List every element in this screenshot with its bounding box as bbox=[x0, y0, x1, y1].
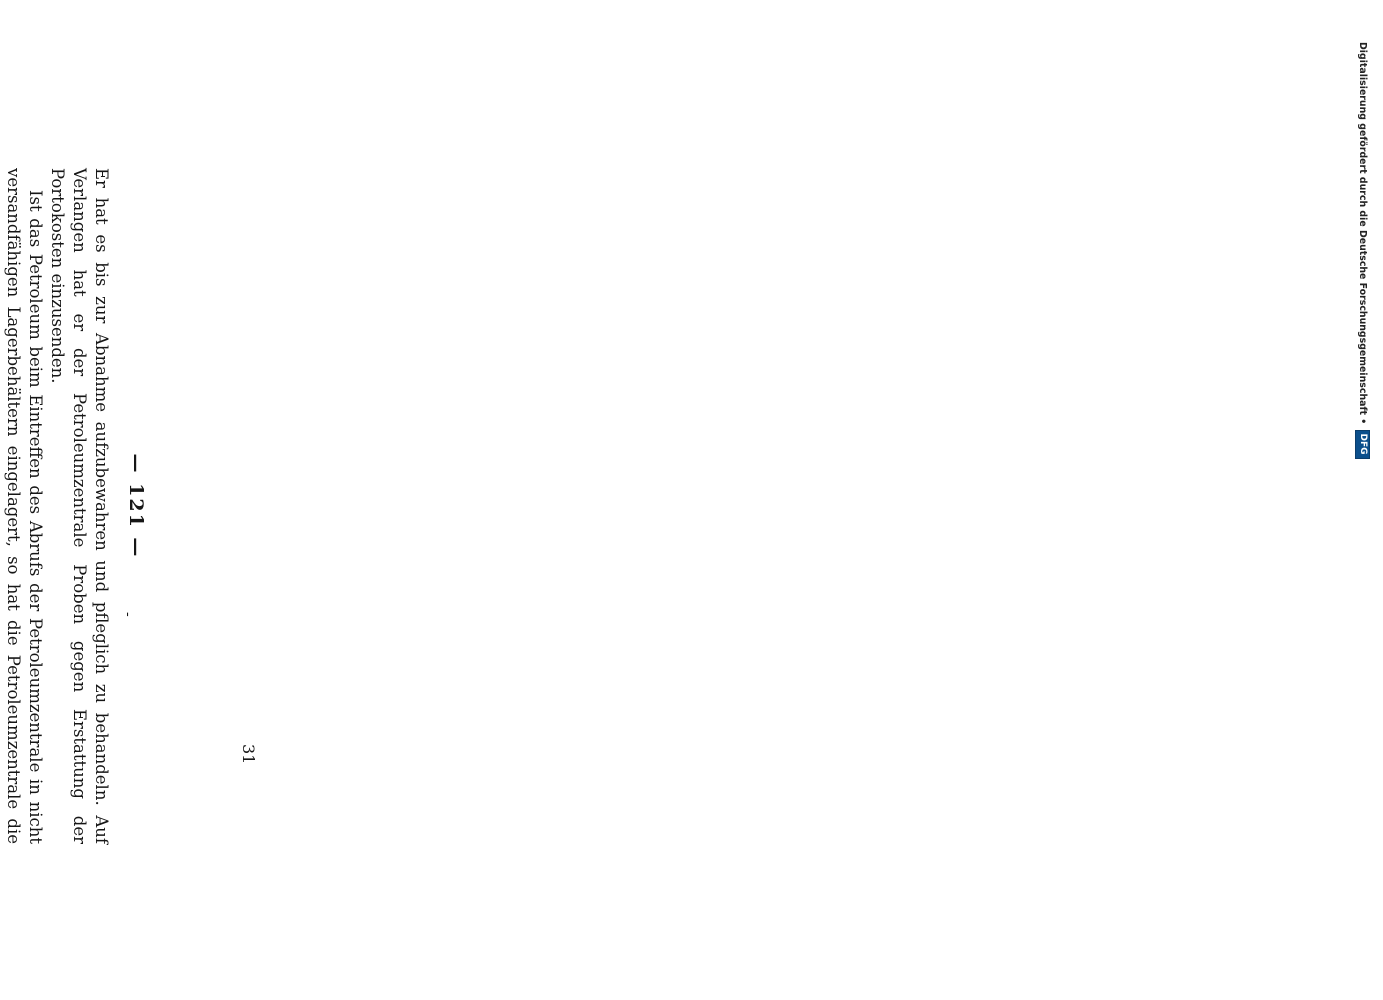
paragraph: Ist das Petroleum beim Eintreffen des Abrufs der Petroleumzentrale in nicht versandfähigen Lagerbehältern eingelagert, so hat die Petroleumzentrale die bbox=[4, 168, 45, 844]
digitization-credit bbox=[1355, 42, 1370, 459]
document-body bbox=[0, 168, 148, 844]
credit-text: Digitalisierung gefördert durch die Deutsche Forschungsgemeinschaft • bbox=[1357, 42, 1368, 425]
page-header: — 121 — bbox=[125, 453, 147, 559]
dfg-logo: DFG bbox=[1355, 430, 1370, 459]
paragraph: Er hat es bis zur Abnahme aufzubewahren und pfleglich zu behandeln. Auf Verlangen hat er der Petroleumzentrale Proben gegen Erstattung der Portokosten einzusenden. bbox=[48, 168, 111, 844]
sheet-number: 31 bbox=[239, 744, 258, 765]
stray-mark: ‐ bbox=[120, 612, 136, 617]
